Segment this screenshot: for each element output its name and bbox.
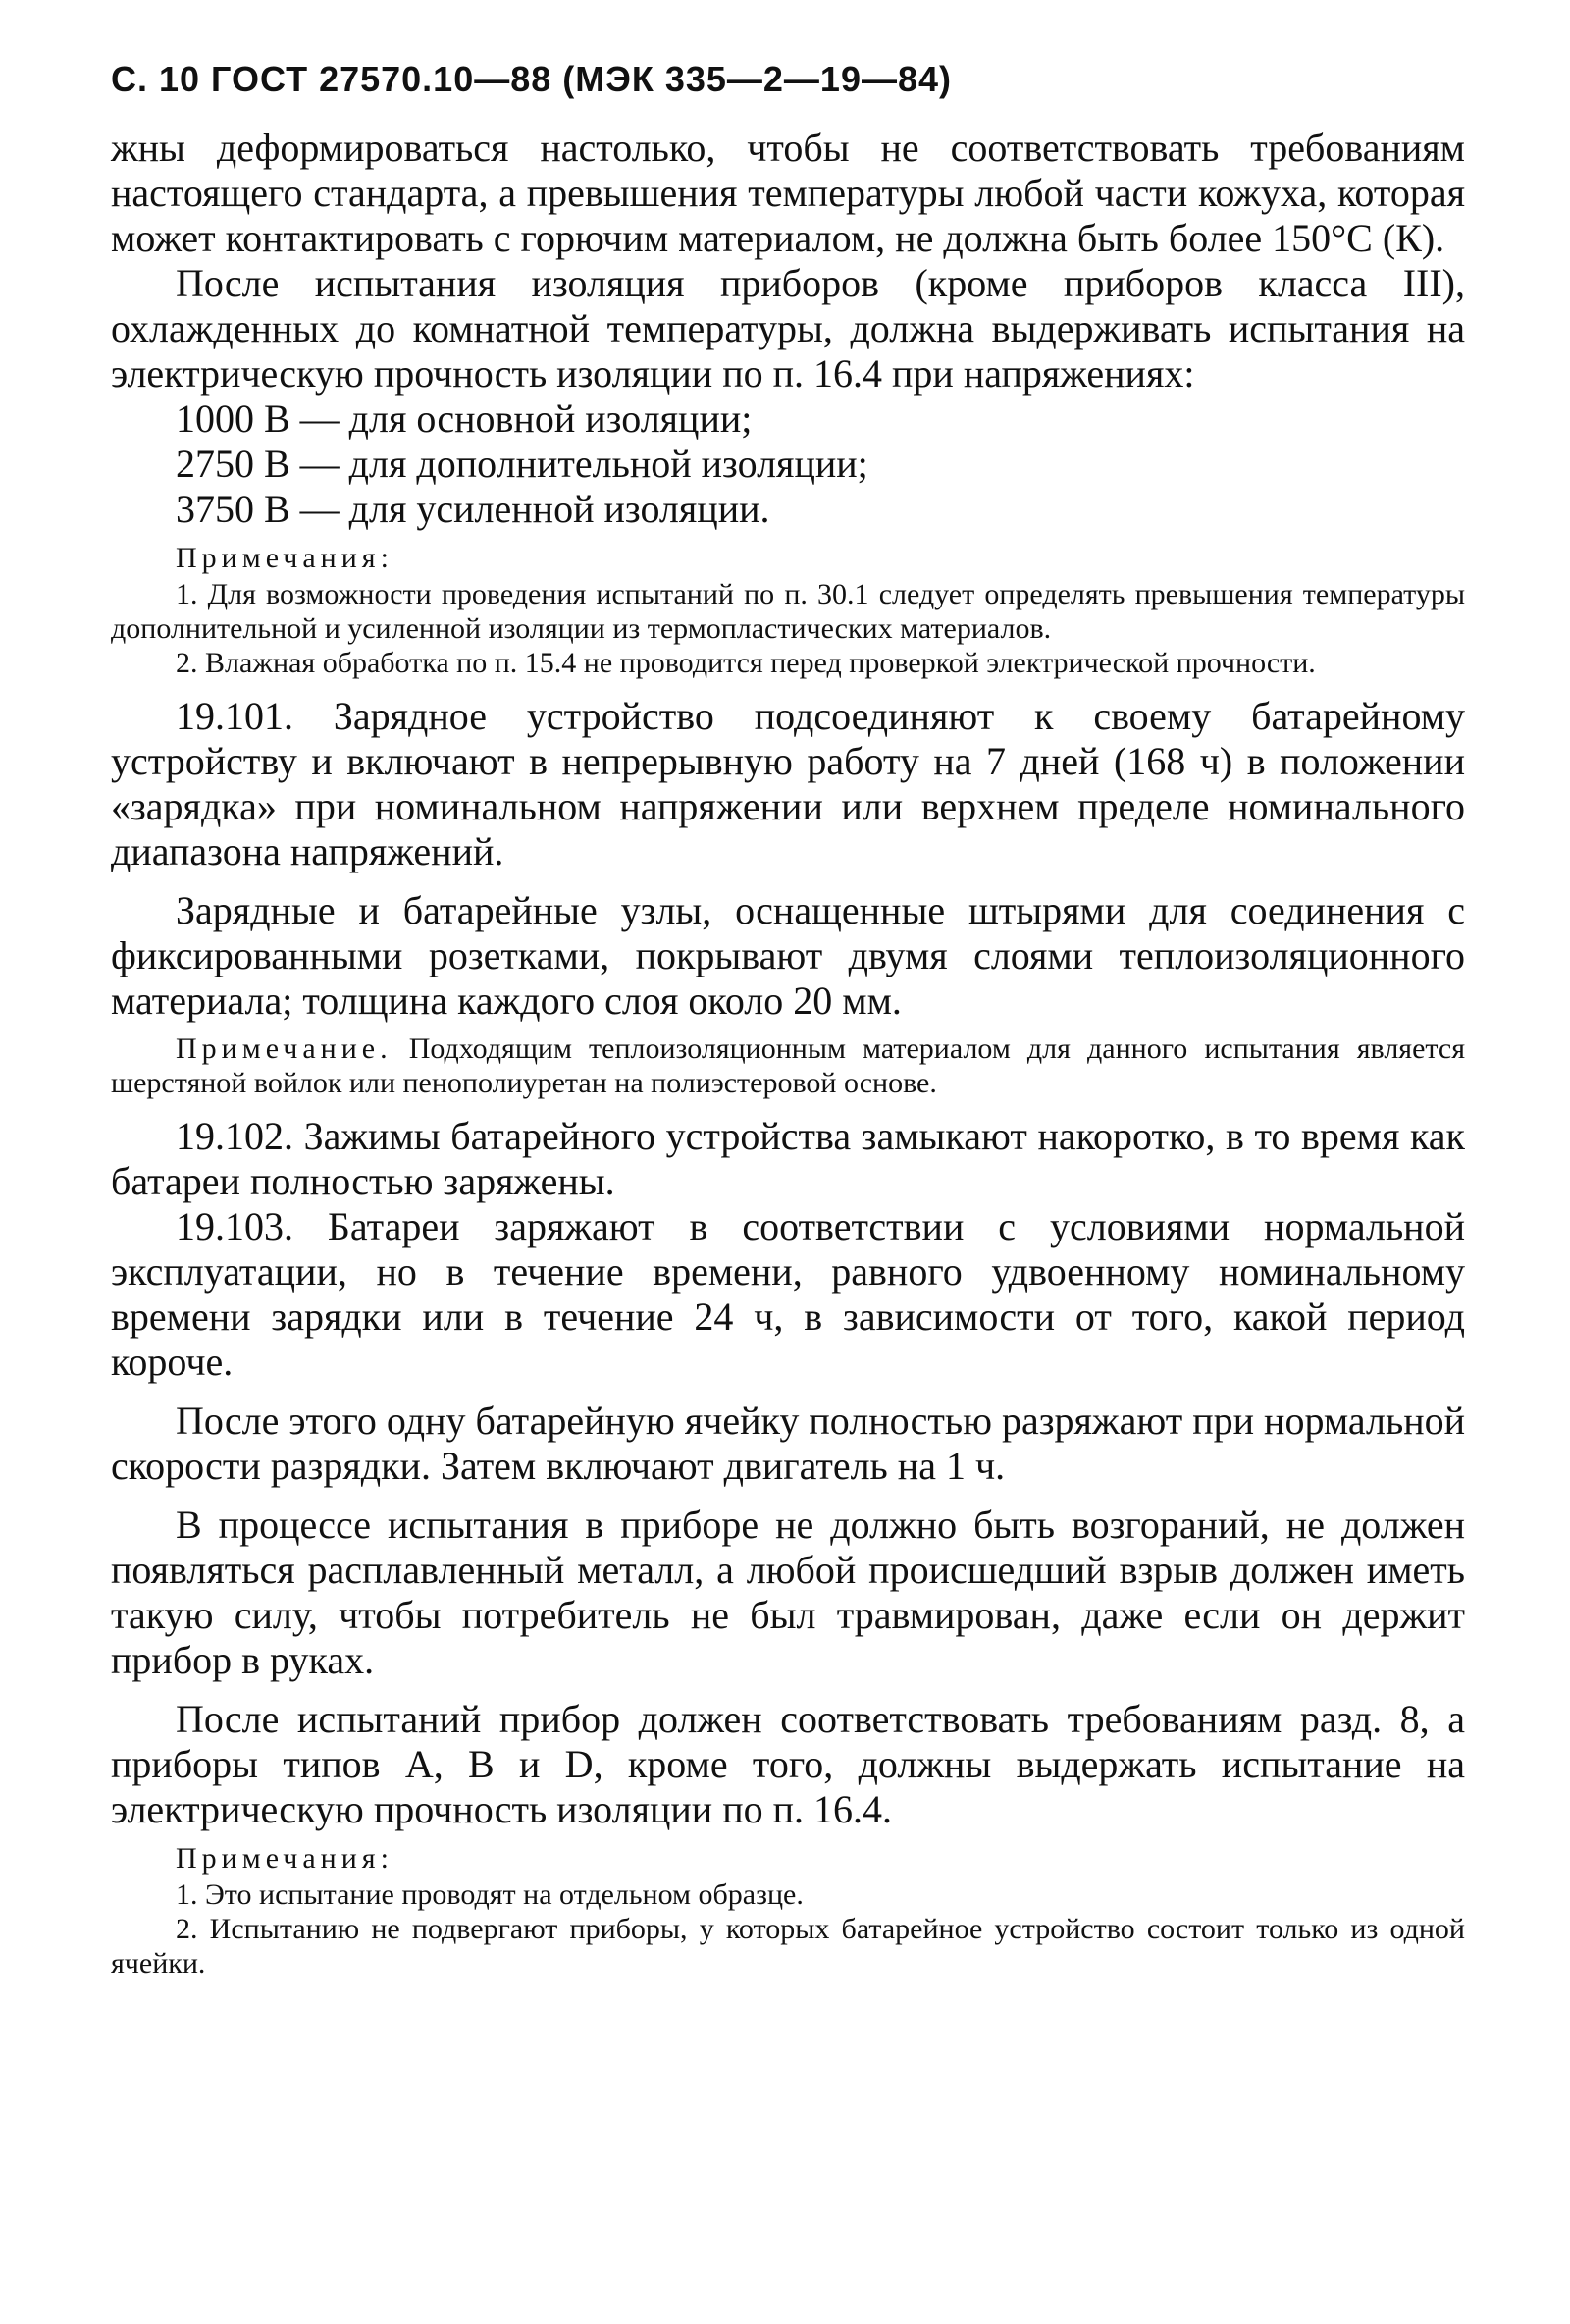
voltage-item-supplementary: 2750 В — для дополнительной изоляции; — [176, 442, 868, 486]
clause-19-101: 19.101. Зарядное устройство подсоединяют к своему батарейному устройству и включают в непрерывную работу на 7 дней (168 ч) в положении «зарядка» при номинальном напряжении или верхнем пределе номинального диапазона напряжений. — [111, 694, 1465, 873]
notes-block-1 — [111, 540, 1465, 680]
note-item: 1. Для возможности проведения испытаний по п. 30.1 следует определять превышения температуры дополнительной и усиленной изоляции из термопластических материалов. — [111, 578, 1465, 645]
document-page — [111, 59, 1465, 1994]
voltage-item-basic: 1000 В — для основной изоляции; — [176, 396, 753, 441]
paragraph-insulation-test: После испытания изоляция приборов (кроме приборов класса III), охлажденных до комнатной температуры, должна выдерживать испытания на электрическую прочность изоляции по п. 16.4 при напряжениях: — [111, 261, 1465, 396]
notes-title: Примечания: — [176, 542, 393, 574]
clause-19-103: 19.103. Батареи заряжают в соответствии с условиями нормальной эксплуатации, но в течение времени, равного удвоенному номинальному времени зарядки или в течение 24 ч, в зависимости от того, какой период короче. — [111, 1204, 1465, 1384]
notes-title: Примечания: — [176, 1842, 393, 1875]
note-item — [111, 1031, 1465, 1100]
notes-block-3 — [111, 1840, 1465, 1981]
note-item: 1. Это испытание проводят на отдельном образце. — [176, 1878, 804, 1911]
paragraph-after-tests: После испытаний прибор должен соответствовать требованиям разд. 8, а приборы типов А, В и D, кроме того, должны выдержать испытание на электрическую прочность изоляции по п. 16.4. — [111, 1697, 1465, 1831]
note-text: Подходящим теплоизоляционным материалом для данного испытания является шерстяной войлок или пенополиуретан на полиэстеровой основе. — [111, 1032, 1465, 1099]
paragraph-discharge: После этого одну батарейную ячейку полностью разряжают при нормальной скорости разрядки. Затем включают двигатель на 1 ч. — [111, 1399, 1465, 1488]
note-label: Примечание. — [176, 1032, 392, 1065]
notes-block-2 — [111, 1031, 1465, 1100]
paragraph-continuation: жны деформироваться настолько, чтобы не соответствовать требованиям настоящего стандарта, а превышения температуры любой части кожуха, которая может контактировать с горючим материалом, не должна быть более 150°С (К). — [111, 126, 1465, 260]
note-item: 2. Влажная обработка по п. 15.4 не проводится перед проверкой электрической прочности. — [176, 647, 1316, 679]
page-header: С. 10 ГОСТ 27570.10—88 (МЭК 335—2—19—84) — [111, 59, 952, 99]
paragraph-thermal-insulation: Зарядные и батарейные узлы, оснащенные штырями для соединения с фиксированными розетками, покрывают двумя слоями теплоизоляционного материала; толщина каждого слоя около 20 мм. — [111, 888, 1465, 1023]
paragraph-fire-requirements: В процессе испытания в приборе не должно быть возгораний, не должен появляться расплавленный металл, а любой происшедший взрыв должен иметь такую силу, чтобы потребитель не был травмирован, даже если он держит прибор в руках. — [111, 1503, 1465, 1682]
voltage-item-reinforced: 3750 В — для усиленной изоляции. — [176, 487, 770, 531]
note-item: 2. Испытанию не подвергают приборы, у которых батарейное устройство состоит только из одной ячейки. — [111, 1913, 1465, 1980]
clause-19-102: 19.102. Зажимы батарейного устройства замыкают накоротко, в то время как батареи полностью заряжены. — [111, 1114, 1465, 1203]
